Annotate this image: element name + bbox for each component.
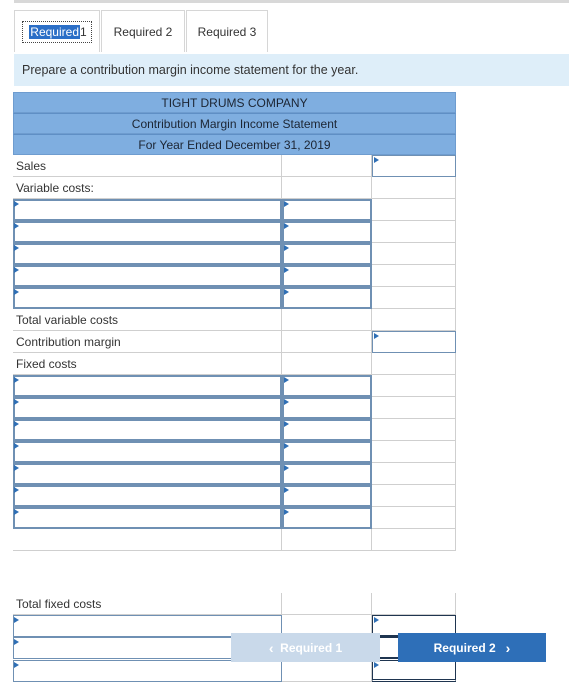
row-variable-costs-header [13, 177, 456, 199]
fixed-cost-row [13, 463, 456, 485]
sales-col2 [282, 155, 372, 177]
variable-cost-item-input[interactable] [13, 243, 282, 265]
variable-cost-col3 [372, 199, 456, 221]
variable-cost-amount-input[interactable] [282, 243, 372, 265]
fixed-cost-col3 [372, 419, 456, 441]
result-amount-input[interactable] [372, 660, 456, 682]
variable-cost-row [13, 199, 456, 221]
chevron-left-icon: ‹ [268, 639, 274, 656]
total-variable-costs-col3 [372, 309, 456, 331]
sales-label: Sales [13, 155, 282, 177]
fixed-cost-col3 [372, 507, 456, 529]
row-total-fixed-costs [13, 593, 456, 615]
fixed-costs-label: Fixed costs [13, 353, 282, 375]
variable-cost-amount-input[interactable] [282, 287, 372, 309]
fixed-cost-item-input[interactable] [13, 507, 282, 529]
row-fixed-costs-header [13, 353, 456, 375]
next-button-label: Required 2 [433, 640, 496, 655]
statement-body [13, 155, 456, 625]
fixed-cost-item-input[interactable] [13, 441, 282, 463]
chevron-right-icon: › [505, 639, 511, 656]
row-total-variable-costs [13, 309, 456, 331]
instruction-text: Prepare a contribution margin income statement for the year. [22, 63, 359, 77]
next-button[interactable] [398, 633, 546, 662]
fixed-cost-row [13, 529, 456, 551]
fixed-cost-amount-input[interactable] [282, 507, 372, 529]
variable-cost-col3 [372, 265, 456, 287]
instruction-bar [14, 54, 569, 86]
variable-costs-label: Variable costs: [13, 177, 282, 199]
variable-cost-col3 [372, 287, 456, 309]
fixed-cost-col3 [372, 485, 456, 507]
fixed-cost-amount-input[interactable] [282, 463, 372, 485]
variable-cost-col3 [372, 243, 456, 265]
variable-cost-item-input[interactable] [13, 265, 282, 287]
variable-cost-row [13, 265, 456, 287]
fixed-cost-row [13, 375, 456, 397]
fixed-cost-row [13, 485, 456, 507]
fixed-cost-row [13, 419, 456, 441]
total-variable-costs-label: Total variable costs [13, 309, 282, 331]
tab-required-2[interactable] [101, 10, 185, 52]
company-name: TIGHT DRUMS COMPANY [13, 92, 456, 113]
variable-cost-amount-input[interactable] [282, 221, 372, 243]
fixed-cost-col3 [372, 463, 456, 485]
contribution-margin-label: Contribution margin [13, 331, 282, 353]
fixed-cost-item-input[interactable] [13, 419, 282, 441]
variable-costs-col2 [282, 177, 372, 199]
fixed-cost-amount-input[interactable] [282, 441, 372, 463]
fixed-cost-row [13, 397, 456, 419]
statement-title: Contribution Margin Income Statement [13, 113, 456, 134]
tab-focus-ring [22, 21, 91, 43]
tab-required-3-label: Required 3 [197, 24, 257, 39]
fixed-cost-amount-input[interactable] [282, 375, 372, 397]
fixed-cost-row [13, 441, 456, 463]
fixed-cost-blank-col3 [372, 529, 456, 551]
fixed-cost-col3 [372, 441, 456, 463]
contribution-margin-input[interactable] [372, 331, 456, 353]
fixed-cost-amount-input[interactable] [282, 485, 372, 507]
tab-required-1-number: 1 [80, 24, 87, 39]
total-fixed-costs-col2 [282, 593, 372, 615]
sales-amount-input[interactable] [372, 155, 456, 177]
row-contribution-margin [13, 331, 456, 353]
tab-required-1-selected-text: Required [30, 24, 79, 39]
fixed-cost-item-input[interactable] [13, 463, 282, 485]
fixed-cost-item-input[interactable] [13, 397, 282, 419]
previous-button-label: Required 1 [280, 640, 343, 655]
fixed-cost-blank [13, 529, 282, 551]
row-sales [13, 155, 456, 177]
total-variable-costs-col2 [282, 309, 372, 331]
variable-cost-row [13, 287, 456, 309]
fixed-costs-col2 [282, 353, 372, 375]
fixed-cost-amount-input[interactable] [282, 397, 372, 419]
variable-costs-col3 [372, 177, 456, 199]
result-label-input[interactable] [13, 660, 282, 682]
variable-cost-item-input[interactable] [13, 199, 282, 221]
variable-cost-row [13, 221, 456, 243]
result-row [13, 660, 456, 682]
result-col2 [282, 660, 372, 682]
fixed-cost-item-input[interactable] [13, 485, 282, 507]
variable-cost-amount-input[interactable] [282, 265, 372, 287]
fixed-cost-item-input[interactable] [13, 375, 282, 397]
fixed-cost-amount-input[interactable] [282, 419, 372, 441]
total-fixed-costs-label: Total fixed costs [13, 593, 282, 615]
variable-cost-item-input[interactable] [13, 287, 282, 309]
tab-required-1[interactable] [14, 10, 100, 52]
variable-cost-row [13, 243, 456, 265]
statement-period: For Year Ended December 31, 2019 [13, 134, 456, 155]
top-divider [14, 0, 569, 3]
fixed-cost-blank-col2 [282, 529, 372, 551]
fixed-costs-col3 [372, 353, 456, 375]
fixed-cost-col3 [372, 375, 456, 397]
variable-cost-item-input[interactable] [13, 221, 282, 243]
fixed-cost-col3 [372, 397, 456, 419]
total-fixed-costs-col3 [372, 593, 456, 615]
contribution-margin-col2 [282, 331, 372, 353]
variable-cost-col3 [372, 221, 456, 243]
previous-button[interactable] [231, 633, 380, 662]
variable-cost-amount-input[interactable] [282, 199, 372, 221]
fixed-cost-row [13, 507, 456, 529]
tab-required-3[interactable] [186, 10, 268, 52]
income-statement [13, 92, 456, 625]
tab-required-2-label: Required 2 [113, 24, 173, 39]
tab-bar [14, 10, 269, 54]
